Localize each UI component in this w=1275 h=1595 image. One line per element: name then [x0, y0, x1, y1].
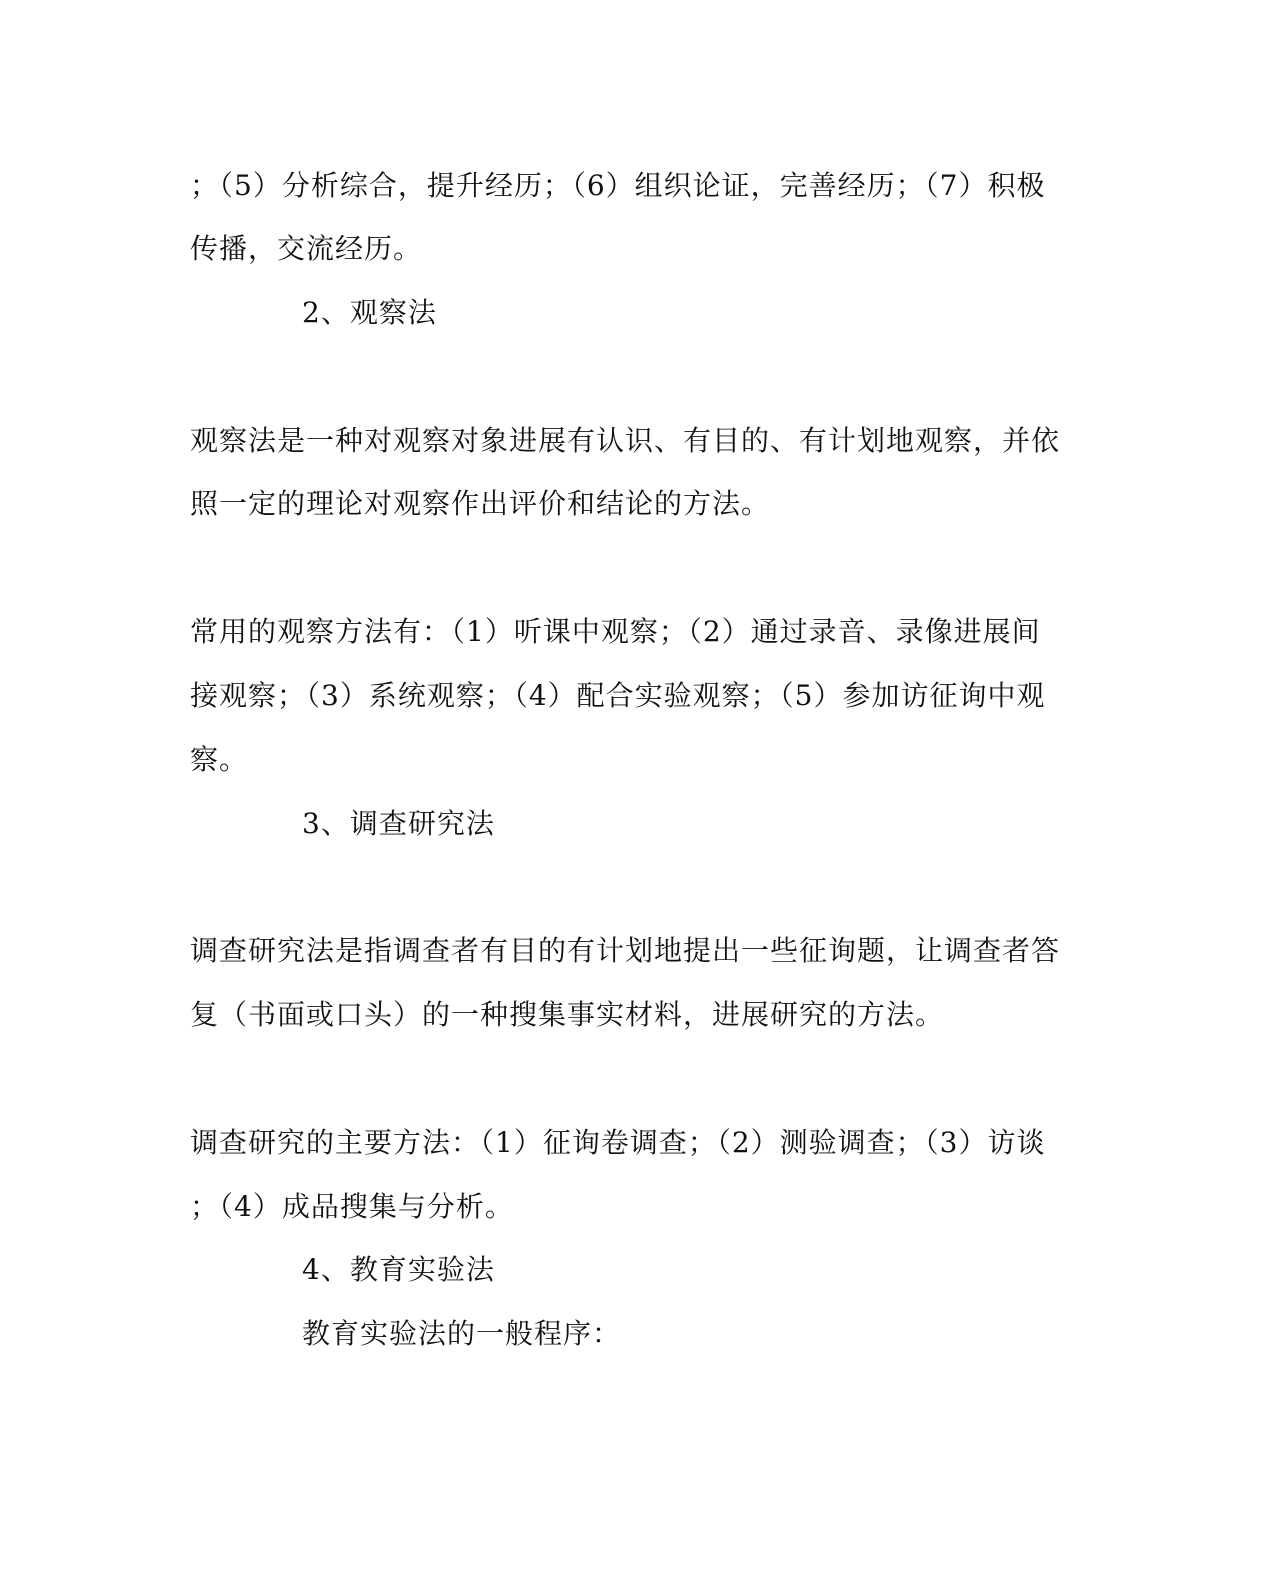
text-line: 常用的观察方法有：（1）听课中观察；（2）通过录音、录像进展间: [190, 615, 1041, 648]
text-line: 复（书面或口头）的一种搜集事实材料，进展研究的方法。: [190, 998, 945, 1031]
text-line: 察。: [190, 743, 249, 776]
text-line: 传播，交流经历。: [190, 232, 423, 265]
text-line: ；（5）分析综合，提升经历；（6）组织论证，完善经历；（7）积极: [190, 169, 1046, 202]
text-line: 照一定的理论对观察作出评价和结论的方法。: [190, 487, 771, 520]
text-line: 教育实验法的一般程序：: [302, 1317, 622, 1350]
section-heading: 4、教育实验法: [302, 1253, 495, 1286]
section-heading: 2、观察法: [302, 296, 437, 329]
text-line: ；（4）成品搜集与分析。: [190, 1190, 514, 1223]
section-heading: 3、调查研究法: [302, 807, 495, 840]
text-line: 观察法是一种对观察对象进展有认识、有目的、有计划地观察，并依: [190, 424, 1061, 457]
text-line: 调查研究法是指调查者有目的有计划地提出一些征询题，让调查者答: [190, 934, 1061, 967]
text-line: 接观察；（3）系统观察；（4）配合实验观察；（5）参加访征询中观: [190, 679, 1046, 712]
text-line: 调查研究的主要方法：（1）征询卷调查；（2）测验调查；（3）访谈: [190, 1126, 1046, 1159]
